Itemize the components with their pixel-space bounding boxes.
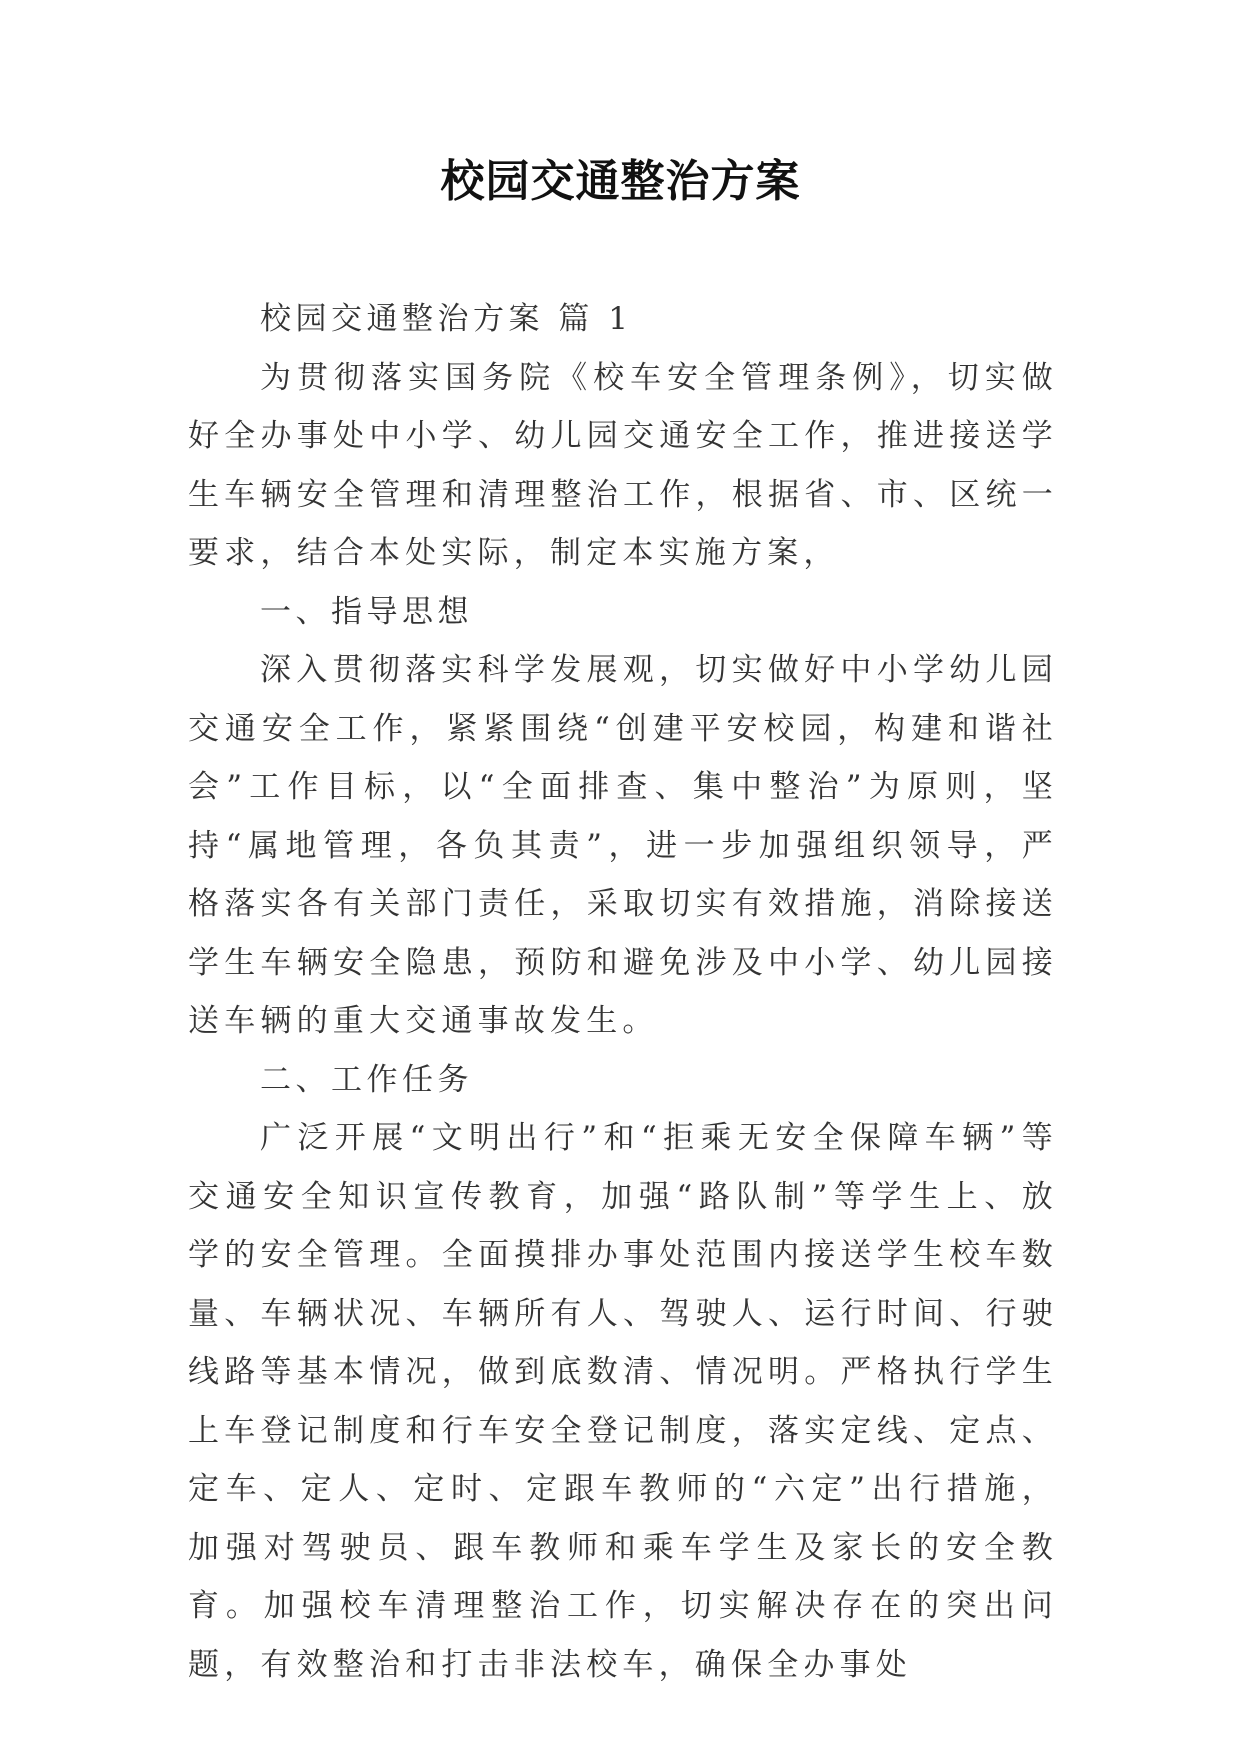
intro-paragraph: 为贯彻落实国务院《校车安全管理条例》，切实做好全办事处中小学、幼儿园交通安全工作，推进接送学生车辆安全管理和清理整治工作，根据省、市、区统一要求，结合本处实际，制定本实施方案，: [188, 359, 1058, 571]
section-heading-guiding-ideology: 一、指导思想: [260, 593, 473, 630]
section-heading-work-tasks: 二、工作任务: [260, 1061, 473, 1098]
document-title: 校园交通整治方案: [440, 156, 801, 207]
work-tasks-paragraph: 广泛开展“文明出行”和“拒乘无安全保障车辆”等交通安全知识宣传教育，加强“路队制”等学生上、放学的安全管理。全面摸排办事处范围内接送学生校车数量、车辆状况、车辆所有人、驾驶人、运行时间、行驶线路等基本情况，做到底数清、情况明。严格执行学生上车登记制度和行车安全登记制度，落实定线、定点、定车、定人、定时、定跟车教师的“六定”出行措施，加强对驾驶员、跟车教师和乘车学生及家长的安全教育。加强校车清理整治工作，切实解决存在的突出问题，有效整治和打击非法校车，确保全办事处: [188, 1120, 1058, 1683]
guiding-ideology-paragraph: 深入贯彻落实科学发展观，切实做好中小学幼儿园交通安全工作，紧紧围绕“创建平安校园，构建和谐社会”工作目标，以“全面排查、集中整治”为原则，坚持“属地管理，各负其责”，进一步加强组织领导，严格落实各有关部门责任，采取切实有效措施，消除接送学生车辆安全隐患，预防和避免涉及中小学、幼儿园接送车辆的重大交通事故发生。: [188, 652, 1058, 1039]
document-body: [188, 290, 1058, 1694]
section-heading-article-1: 校园交通整治方案 篇 1: [260, 301, 633, 337]
